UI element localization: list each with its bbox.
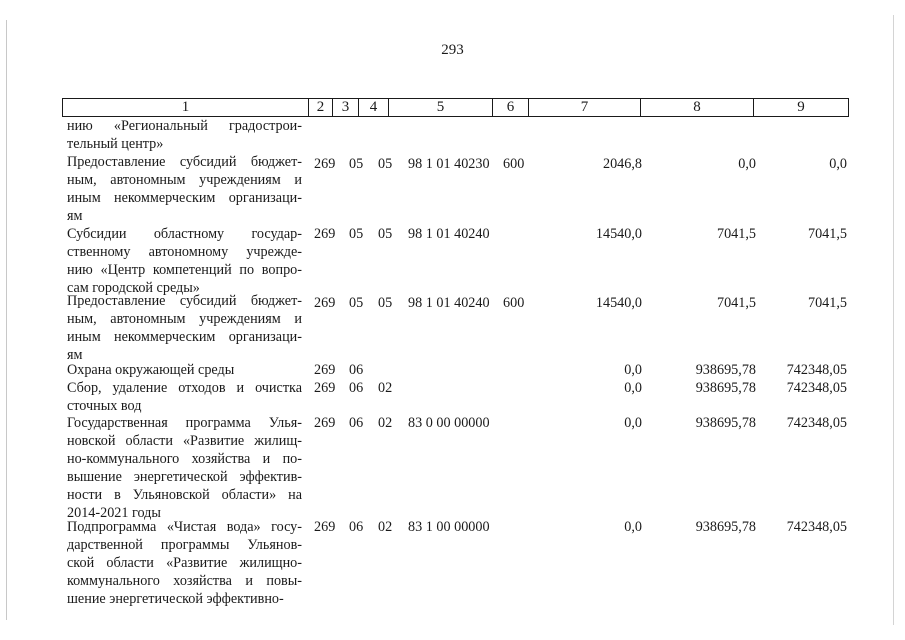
subsection-code-cell: 05 xyxy=(378,295,393,311)
column-header-9: 9 xyxy=(797,99,805,115)
description-line: но-коммунального хозяйства и по- xyxy=(67,451,302,467)
description-line: новской области «Развитие жилищ- xyxy=(67,433,302,449)
amount-col8-cell: 938695,78 xyxy=(695,362,756,378)
amount-col9-cell: 0,0 xyxy=(829,156,847,172)
column-header-5: 5 xyxy=(389,99,493,116)
subsection-code-cell: 02 xyxy=(378,415,393,431)
description-line: нию «Региональный градострои- xyxy=(67,118,302,134)
description-line: шение энергетической эффективно- xyxy=(67,591,284,607)
amount-col9-cell: 742348,05 xyxy=(786,362,847,378)
admin-code-cell: 269 xyxy=(314,380,336,396)
row-description xyxy=(67,292,302,364)
amount-col7-cell: 0,0 xyxy=(624,362,642,378)
description-line: тельный центр» xyxy=(67,136,164,152)
description-line: Государственная программа Улья- xyxy=(67,415,302,431)
row-description xyxy=(67,414,302,522)
target-article-cell: 83 1 00 00000 xyxy=(408,519,490,535)
description-line: коммунального хозяйства и повы- xyxy=(67,573,302,589)
amount-col7-cell: 14540,0 xyxy=(595,226,642,242)
column-header-4: 4 xyxy=(359,99,389,116)
amount-col7-cell: 2046,8 xyxy=(602,156,642,172)
description-line: ности в Ульяновской области» на xyxy=(67,487,302,503)
section-code-cell: 05 xyxy=(349,226,364,242)
admin-code-cell: 269 xyxy=(314,156,336,172)
description-line: Охрана окружающей среды xyxy=(67,362,235,378)
description-line: ям xyxy=(67,347,83,363)
amount-col7-cell: 0,0 xyxy=(624,380,642,396)
description-line: ным, автономным учреждениям и xyxy=(67,311,302,327)
table-header-row xyxy=(62,98,849,117)
row-description xyxy=(67,117,302,153)
description-line: Предоставление субсидий бюджет- xyxy=(67,293,302,309)
description-line: дарственной программы Ульянов- xyxy=(67,537,302,553)
target-article-cell: 98 1 01 40230 xyxy=(408,156,490,172)
description-line: сточных вод xyxy=(67,398,142,414)
amount-col7-cell: 0,0 xyxy=(624,519,642,535)
column-header-2: 2 xyxy=(309,99,333,116)
amount-col8-cell: 7041,5 xyxy=(716,226,756,242)
description-line: сам городской среды» xyxy=(67,280,200,296)
scan-edge-left xyxy=(6,20,7,620)
subsection-code-cell: 02 xyxy=(378,380,393,396)
description-line: Подпрограмма «Чистая вода» госу- xyxy=(67,519,302,535)
section-code-cell: 06 xyxy=(349,380,364,396)
description-line: нию «Центр компетенций по вопро- xyxy=(67,262,302,278)
column-header-6: 6 xyxy=(493,99,529,116)
description-line: ям xyxy=(67,208,83,224)
amount-col8-cell: 938695,78 xyxy=(695,380,756,396)
subsection-code-cell: 05 xyxy=(378,156,393,172)
column-header-3: 3 xyxy=(333,99,359,116)
description-line: ственному автономному учрежде- xyxy=(67,244,302,260)
column-header-8: 8 xyxy=(641,99,754,116)
description-line: ской области «Развитие жилищно- xyxy=(67,555,302,571)
amount-col8-cell: 7041,5 xyxy=(716,295,756,311)
row-description xyxy=(67,153,302,225)
admin-code-cell: 269 xyxy=(314,362,336,378)
amount-col8-cell: 938695,78 xyxy=(695,415,756,431)
section-code-cell: 05 xyxy=(349,295,364,311)
scan-edge-right xyxy=(893,15,894,625)
description-line: Сбор, удаление отходов и очистка xyxy=(67,380,302,396)
row-description xyxy=(67,379,302,415)
row-description xyxy=(67,518,302,608)
expense-kind-cell: 600 xyxy=(503,156,525,172)
description-line: Предоставление субсидий бюджет- xyxy=(67,154,302,170)
section-code-cell: 06 xyxy=(349,362,364,378)
description-line: иным некоммерческим организаци- xyxy=(67,190,302,206)
description-line: вышение энергетической эффектив- xyxy=(67,469,302,485)
description-line: Субсидии областному государ- xyxy=(67,226,302,242)
admin-code-cell: 269 xyxy=(314,519,336,535)
row-description xyxy=(67,225,302,297)
amount-col9-cell: 742348,05 xyxy=(786,519,847,535)
expense-kind-cell: 600 xyxy=(503,295,525,311)
column-header-1: 1 xyxy=(63,99,309,116)
amount-col7-cell: 0,0 xyxy=(624,415,642,431)
target-article-cell: 83 0 00 00000 xyxy=(408,415,490,431)
page-number: 293 xyxy=(441,42,464,58)
admin-code-cell: 269 xyxy=(314,226,336,242)
section-code-cell: 06 xyxy=(349,415,364,431)
admin-code-cell: 269 xyxy=(314,295,336,311)
admin-code-cell: 269 xyxy=(314,415,336,431)
section-code-cell: 06 xyxy=(349,519,364,535)
amount-col9-cell: 7041,5 xyxy=(807,226,847,242)
description-line: иным некоммерческим организаци- xyxy=(67,329,302,345)
amount-col8-cell: 938695,78 xyxy=(695,519,756,535)
section-code-cell: 05 xyxy=(349,156,364,172)
amount-col9-cell: 7041,5 xyxy=(807,295,847,311)
row-description xyxy=(67,361,302,379)
target-article-cell: 98 1 01 40240 xyxy=(408,226,490,242)
target-article-cell: 98 1 01 40240 xyxy=(408,295,490,311)
amount-col7-cell: 14540,0 xyxy=(595,295,642,311)
amount-col9-cell: 742348,05 xyxy=(786,415,847,431)
description-line: ным, автономным учреждениям и xyxy=(67,172,302,188)
column-header-7: 7 xyxy=(529,99,641,116)
amount-col9-cell: 742348,05 xyxy=(786,380,847,396)
description-line: 2014-2021 годы xyxy=(67,505,161,521)
amount-col8-cell: 0,0 xyxy=(738,156,756,172)
subsection-code-cell: 02 xyxy=(378,519,393,535)
subsection-code-cell: 05 xyxy=(378,226,393,242)
